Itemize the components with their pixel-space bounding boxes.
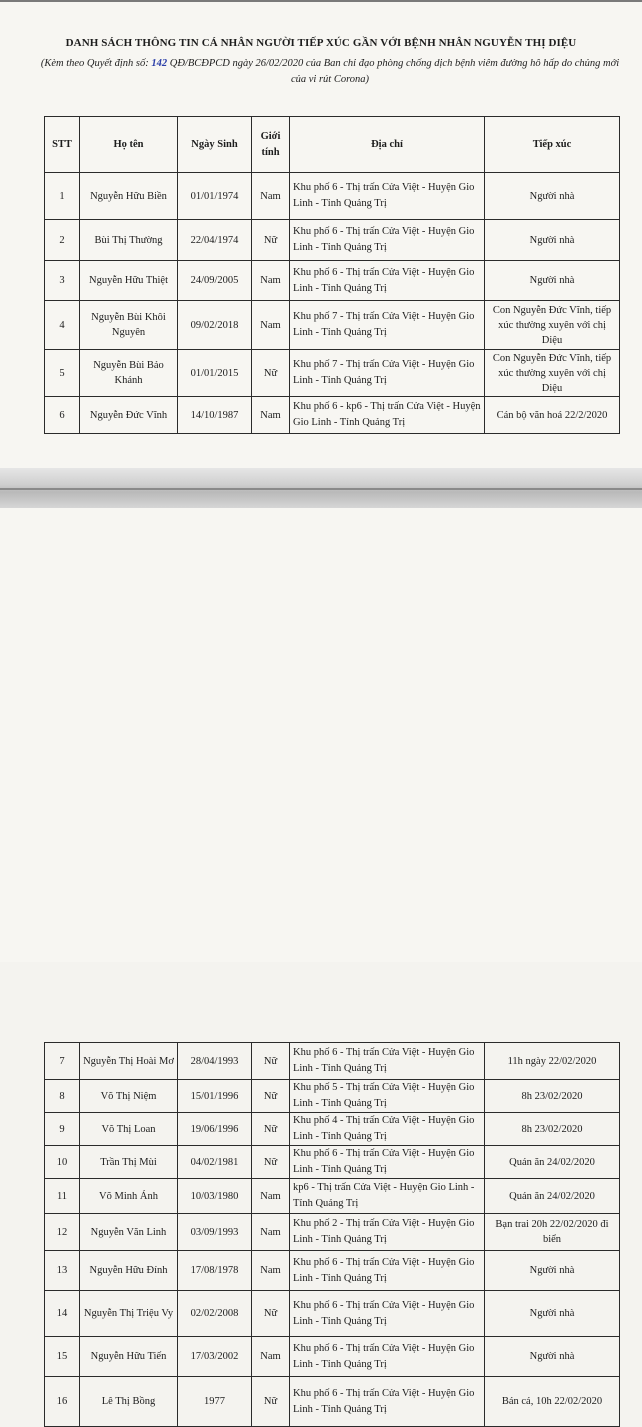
cell-stt: 7 bbox=[45, 1043, 80, 1080]
cell-dob: 24/09/2005 bbox=[178, 261, 252, 301]
cell-name: Nguyễn Bùi Khôi Nguyên bbox=[80, 301, 178, 350]
table-row bbox=[45, 1179, 620, 1214]
cell-name: Võ Minh Ánh bbox=[80, 1179, 178, 1214]
cell-dob: 03/09/1993 bbox=[178, 1214, 252, 1251]
decision-number-handwritten: 142 bbox=[151, 58, 168, 69]
cell-stt: 6 bbox=[45, 397, 80, 434]
cell-contact: 11h ngày 22/02/2020 bbox=[485, 1043, 620, 1080]
cell-contact: 8h 23/02/2020 bbox=[485, 1080, 620, 1113]
table-row bbox=[45, 1214, 620, 1251]
table-header-row bbox=[45, 117, 620, 173]
cell-contact: Bán cá, 10h 22/02/2020 bbox=[485, 1377, 620, 1427]
cell-contact: Người nhà bbox=[485, 173, 620, 220]
cell-gender: Nữ bbox=[252, 1146, 290, 1179]
cell-address: Khu phố 6 - kp6 - Thị trấn Cửa Việt - Huyện Gio Linh - Tỉnh Quảng Trị bbox=[290, 397, 485, 434]
table-row bbox=[45, 1251, 620, 1291]
cell-name: Nguyễn Hữu Đính bbox=[80, 1251, 178, 1291]
cell-address: Khu phố 2 - Thị trấn Cửa Việt - Huyện Gio Linh - Tỉnh Quảng Trị bbox=[290, 1214, 485, 1251]
page-divider bbox=[0, 488, 642, 490]
cell-contact: Người nhà bbox=[485, 261, 620, 301]
cell-address: Khu phố 6 - Thị trấn Cửa Việt - Huyện Gio Linh - Tỉnh Quảng Trị bbox=[290, 1291, 485, 1337]
cell-dob: 28/04/1993 bbox=[178, 1043, 252, 1080]
cell-stt: 1 bbox=[45, 173, 80, 220]
cell-address: Khu phố 6 - Thị trấn Cửa Việt - Huyện Gio Linh - Tỉnh Quảng Trị bbox=[290, 1337, 485, 1377]
cell-address: Khu phố 6 - Thị trấn Cửa Việt - Huyện Gio Linh - Tỉnh Quảng Trị bbox=[290, 1146, 485, 1179]
cell-dob: 10/03/1980 bbox=[178, 1179, 252, 1214]
cell-contact: 8h 23/02/2020 bbox=[485, 1113, 620, 1146]
table-row bbox=[45, 1080, 620, 1113]
table-row bbox=[45, 1043, 620, 1080]
cell-gender: Nữ bbox=[252, 1080, 290, 1113]
cell-stt: 2 bbox=[45, 220, 80, 261]
cell-name: Lê Thị Bồng bbox=[80, 1377, 178, 1427]
cell-contact: Người nhà bbox=[485, 1251, 620, 1291]
cell-stt: 16 bbox=[45, 1377, 80, 1427]
subtitle-rest: QĐ/BCĐPCD ngày 26/02/2020 của Ban chỉ đạo phòng chống dịch bệnh viêm đường hô hấp do chủng mới của vi rút Corona) bbox=[169, 58, 620, 85]
cell-contact: Quán ăn 24/02/2020 bbox=[485, 1179, 620, 1214]
header-stt: STT bbox=[45, 117, 80, 173]
contacts-table-page-1 bbox=[44, 116, 620, 434]
cell-contact: Con Nguyễn Đức Vĩnh, tiếp xúc thường xuyên với chị Diệu bbox=[485, 301, 620, 350]
cell-dob: 14/10/1987 bbox=[178, 397, 252, 434]
cell-stt: 9 bbox=[45, 1113, 80, 1146]
cell-gender: Nam bbox=[252, 1337, 290, 1377]
cell-stt: 3 bbox=[45, 261, 80, 301]
cell-gender: Nữ bbox=[252, 350, 290, 397]
table-row bbox=[45, 220, 620, 261]
cell-address: Khu phố 7 - Thị trấn Cửa Việt - Huyện Gio Linh - Tỉnh Quảng Trị bbox=[290, 350, 485, 397]
table-row bbox=[45, 397, 620, 434]
cell-stt: 13 bbox=[45, 1251, 80, 1291]
subtitle-prefix: (Kèm theo Quyết định số: bbox=[40, 58, 149, 69]
cell-contact: Bạn trai 20h 22/02/2020 đi biển bbox=[485, 1214, 620, 1251]
cell-name: Võ Thị Niệm bbox=[80, 1080, 178, 1113]
table-row bbox=[45, 350, 620, 397]
cell-address: Khu phố 4 - Thị trấn Cửa Việt - Huyện Gio Linh - Tỉnh Quảng Trị bbox=[290, 1113, 485, 1146]
cell-address: Khu phố 6 - Thị trấn Cửa Việt - Huyện Gio Linh - Tỉnh Quảng Trị bbox=[290, 1043, 485, 1080]
cell-address: Khu phố 5 - Thị trấn Cửa Việt - Huyện Gio Linh - Tỉnh Quảng Trị bbox=[290, 1080, 485, 1113]
cell-dob: 04/02/1981 bbox=[178, 1146, 252, 1179]
cell-name: Bùi Thị Thường bbox=[80, 220, 178, 261]
cell-gender: Nữ bbox=[252, 220, 290, 261]
table-row bbox=[45, 261, 620, 301]
table-row bbox=[45, 1146, 620, 1179]
cell-stt: 10 bbox=[45, 1146, 80, 1179]
cell-contact: Người nhà bbox=[485, 1291, 620, 1337]
cell-dob: 01/01/2015 bbox=[178, 350, 252, 397]
cell-gender: Nữ bbox=[252, 1113, 290, 1146]
cell-address: Khu phố 6 - Thị trấn Cửa Việt - Huyện Gio Linh - Tỉnh Quảng Trị bbox=[290, 173, 485, 220]
cell-gender: Nam bbox=[252, 1251, 290, 1291]
cell-dob: 22/04/1974 bbox=[178, 220, 252, 261]
cell-stt: 8 bbox=[45, 1080, 80, 1113]
table-row bbox=[45, 1291, 620, 1337]
cell-name: Võ Thị Loan bbox=[80, 1113, 178, 1146]
cell-gender: Nam bbox=[252, 173, 290, 220]
cell-gender: Nam bbox=[252, 261, 290, 301]
cell-gender: Nữ bbox=[252, 1291, 290, 1337]
cell-dob: 15/01/1996 bbox=[178, 1080, 252, 1113]
document-subtitle bbox=[40, 56, 620, 88]
header-dob: Ngày Sinh bbox=[178, 117, 252, 173]
cell-contact: Quán ăn 24/02/2020 bbox=[485, 1146, 620, 1179]
cell-dob: 1977 bbox=[178, 1377, 252, 1427]
cell-name: Nguyễn Hữu Biền bbox=[80, 173, 178, 220]
cell-name: Nguyễn Hữu Tiến bbox=[80, 1337, 178, 1377]
cell-contact: Người nhà bbox=[485, 1337, 620, 1377]
cell-gender: Nữ bbox=[252, 1043, 290, 1080]
cell-dob: 19/06/1996 bbox=[178, 1113, 252, 1146]
cell-address: Khu phố 6 - Thị trấn Cửa Việt - Huyện Gio Linh - Tỉnh Quảng Trị bbox=[290, 261, 485, 301]
document-title: DANH SÁCH THÔNG TIN CÁ NHÂN NGƯỜI TIẾP XÚC GẦN VỚI BỆNH NHÂN NGUYỄN THỊ DIỆU bbox=[65, 37, 577, 49]
cell-address: Khu phố 7 - Thị trấn Cửa Việt - Huyện Gio Linh - Tỉnh Quảng Trị bbox=[290, 301, 485, 350]
cell-gender: Nam bbox=[252, 301, 290, 350]
cell-dob: 17/03/2002 bbox=[178, 1337, 252, 1377]
cell-address: kp6 - Thị trấn Cửa Việt - Huyện Gio Linh - Tỉnh Quảng Trị bbox=[290, 1179, 485, 1214]
cell-contact: Cán bộ văn hoá 22/2/2020 bbox=[485, 397, 620, 434]
cell-address: Khu phố 6 - Thị trấn Cửa Việt - Huyện Gio Linh - Tỉnh Quảng Trị bbox=[290, 1251, 485, 1291]
cell-dob: 17/08/1978 bbox=[178, 1251, 252, 1291]
cell-contact: Người nhà bbox=[485, 220, 620, 261]
header-address: Địa chỉ bbox=[290, 117, 485, 173]
cell-stt: 11 bbox=[45, 1179, 80, 1214]
table-row bbox=[45, 1337, 620, 1377]
cell-dob: 01/01/1974 bbox=[178, 173, 252, 220]
cell-gender: Nam bbox=[252, 397, 290, 434]
table-row bbox=[45, 173, 620, 220]
cell-stt: 15 bbox=[45, 1337, 80, 1377]
cell-name: Nguyễn Bùi Bảo Khánh bbox=[80, 350, 178, 397]
cell-stt: 14 bbox=[45, 1291, 80, 1337]
document-page-2 bbox=[0, 508, 642, 1415]
cell-name: Nguyễn Hữu Thiệt bbox=[80, 261, 178, 301]
cell-stt: 5 bbox=[45, 350, 80, 397]
header-name: Họ tên bbox=[80, 117, 178, 173]
cell-name: Trần Thị Mùi bbox=[80, 1146, 178, 1179]
cell-gender: Nam bbox=[252, 1214, 290, 1251]
cell-name: Nguyễn Đức Vĩnh bbox=[80, 397, 178, 434]
cell-gender: Nữ bbox=[252, 1377, 290, 1427]
header-contact: Tiếp xúc bbox=[485, 117, 620, 173]
table-row bbox=[45, 1113, 620, 1146]
cell-name: Nguyễn Thị Hoài Mơ bbox=[80, 1043, 178, 1080]
cell-name: Nguyễn Thị Triệu Vy bbox=[80, 1291, 178, 1337]
cell-name: Nguyễn Văn Linh bbox=[80, 1214, 178, 1251]
contacts-table-page-2 bbox=[44, 1042, 620, 1427]
cell-address: Khu phố 6 - Thị trấn Cửa Việt - Huyện Gio Linh - Tỉnh Quảng Trị bbox=[290, 1377, 485, 1427]
header-gender: Giới tính bbox=[252, 117, 290, 173]
table-row bbox=[45, 1377, 620, 1427]
cell-dob: 09/02/2018 bbox=[178, 301, 252, 350]
cell-stt: 4 bbox=[45, 301, 80, 350]
cell-gender: Nam bbox=[252, 1179, 290, 1214]
cell-dob: 02/02/2008 bbox=[178, 1291, 252, 1337]
document-page-1 bbox=[0, 0, 642, 468]
table-row bbox=[45, 301, 620, 350]
cell-stt: 12 bbox=[45, 1214, 80, 1251]
page-top-edge bbox=[0, 0, 642, 2]
cell-address: Khu phố 6 - Thị trấn Cửa Việt - Huyện Gio Linh - Tỉnh Quảng Trị bbox=[290, 220, 485, 261]
cell-contact: Con Nguyễn Đức Vĩnh, tiếp xúc thường xuyên với chị Diệu bbox=[485, 350, 620, 397]
